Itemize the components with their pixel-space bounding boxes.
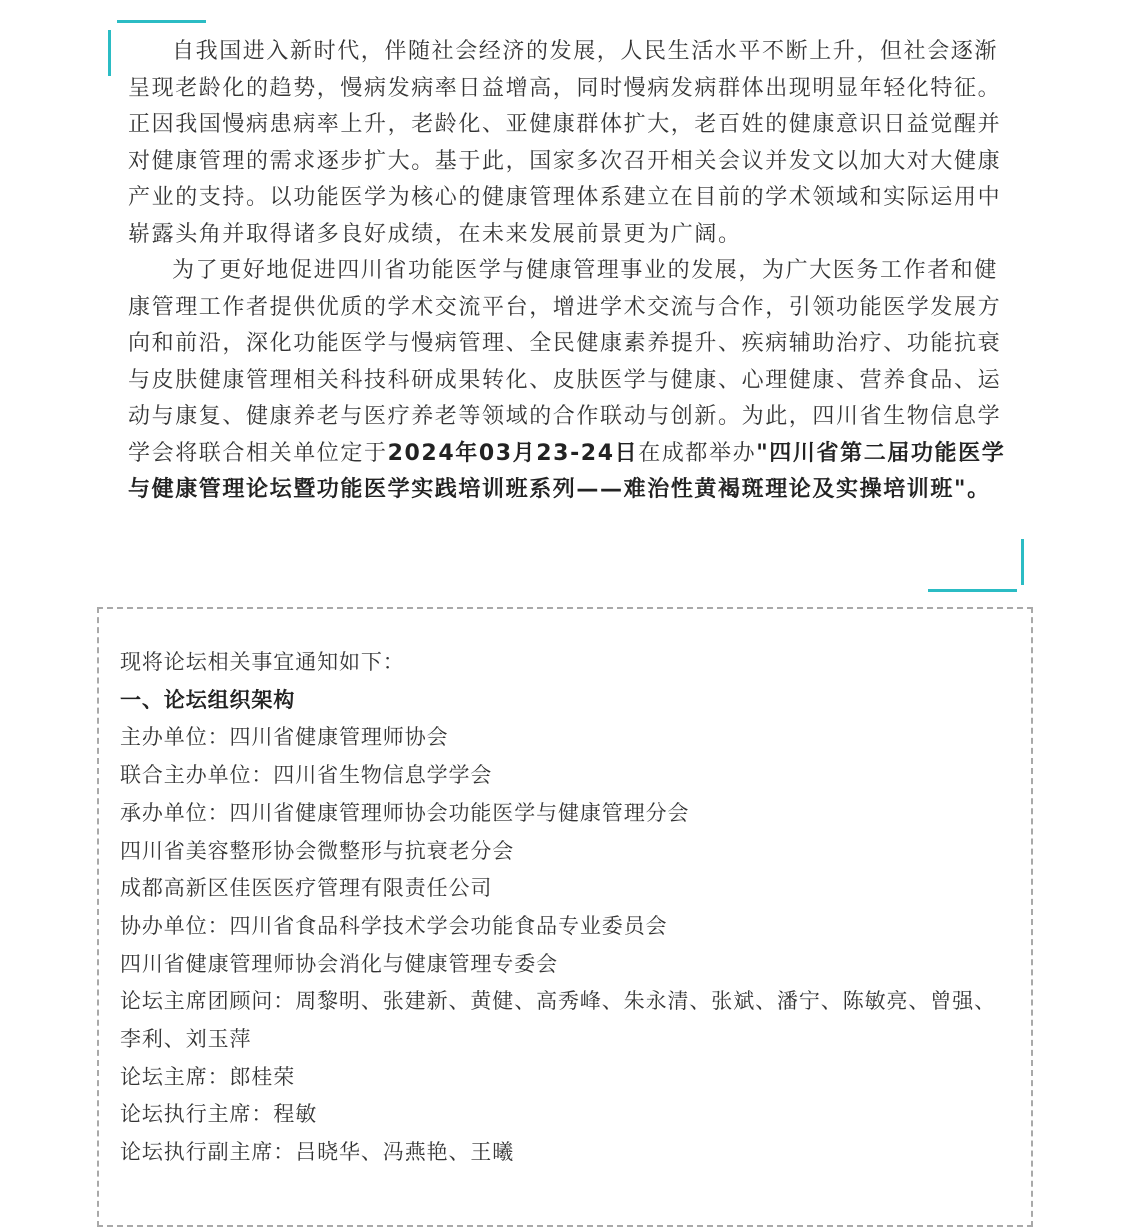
intro-section [128, 34, 1008, 509]
section-heading-organization: 一、论坛组织架构 [120, 687, 296, 712]
organizer-unit-2: 四川省美容整形协会微整形与抗衰老分会 [120, 838, 515, 863]
host-unit: 主办单位：四川省健康管理师协会 [120, 725, 449, 750]
forum-advisors: 论坛主席团顾问：周黎明、张建新、黄健、高秀峰、朱永清、张斌、潘宁、陈敏亮、曾强、李利、刘玉萍 [120, 989, 996, 1052]
intro-paragraph-2 [128, 253, 1008, 509]
co-organizer-unit-2: 四川省健康管理师协会消化与健康管理专委会 [120, 951, 558, 976]
organizer-unit-3: 成都高新区佳医医疗管理有限责任公司 [120, 876, 493, 901]
right-accent-bar [1021, 539, 1024, 585]
co-host-unit: 联合主办单位：四川省生物信息学学会 [120, 763, 493, 788]
intro-paragraph-2-lead: 为了更好地促进四川省功能医学与健康管理事业的发展，为广大医务工作者和健康管理工作者提供优质的学术交流平台，增进学术交流与合作，引领功能医学发展方向和前沿，深化功能医学与慢病管理、全民健康素养提升、疾病辅助治疗、功能抗衰与皮肤健康管理相关科技科研成果转化、皮肤医学与健康、心理健康、营养食品、运动与康复、健康养老与医疗养老等领域的合作联动与创新。为此，四川省生物信息学学会将联合相关单位定于 [128, 258, 1002, 466]
intro-paragraph-2-mid: 在成都举办 [638, 440, 757, 466]
notice-opening: 现将论坛相关事宜通知如下： [120, 650, 405, 674]
event-date: 2024年03月23-24日 [387, 440, 639, 466]
forum-executive-vice-chairs: 论坛执行副主席：吕晓华、冯燕艳、王曦 [120, 1140, 515, 1165]
top-left-accent-line [117, 20, 206, 23]
event-title: "四川省第二届功能医学与健康管理论坛暨功能医学实践培训班系列——难治性黄褐斑理论及实操培训班"。 [128, 440, 1006, 502]
forum-chair: 论坛主席：郎桂荣 [120, 1064, 296, 1089]
forum-executive-chair: 论坛执行主席：程敏 [120, 1102, 318, 1127]
co-organizer-unit: 协办单位：四川省食品科学技术学会功能食品专业委员会 [120, 913, 668, 938]
left-accent-bar [108, 30, 111, 76]
intro-paragraph-1: 自我国进入新时代，伴随社会经济的发展，人民生活水平不断上升，但社会逐渐呈现老龄化的趋势，慢病发病率日益增高，同时慢病发病群体出现明显年轻化特征。正因我国慢病患病率上升，老龄化、亚健康群体扩大，老百姓的健康意识日益觉醒并对健康管理的需求逐步扩大。基于此，国家多次召开相关会议并发文以加大对大健康产业的支持。以功能医学为核心的健康管理体系建立在目前的学术领域和实际运用中崭露头角并取得诸多良好成绩，在未来发展前景更为广阔。 [128, 39, 1002, 247]
bottom-right-accent-line [928, 589, 1017, 592]
notice-section [120, 644, 1010, 1172]
organizer-unit: 承办单位：四川省健康管理师协会功能医学与健康管理分会 [120, 800, 690, 825]
